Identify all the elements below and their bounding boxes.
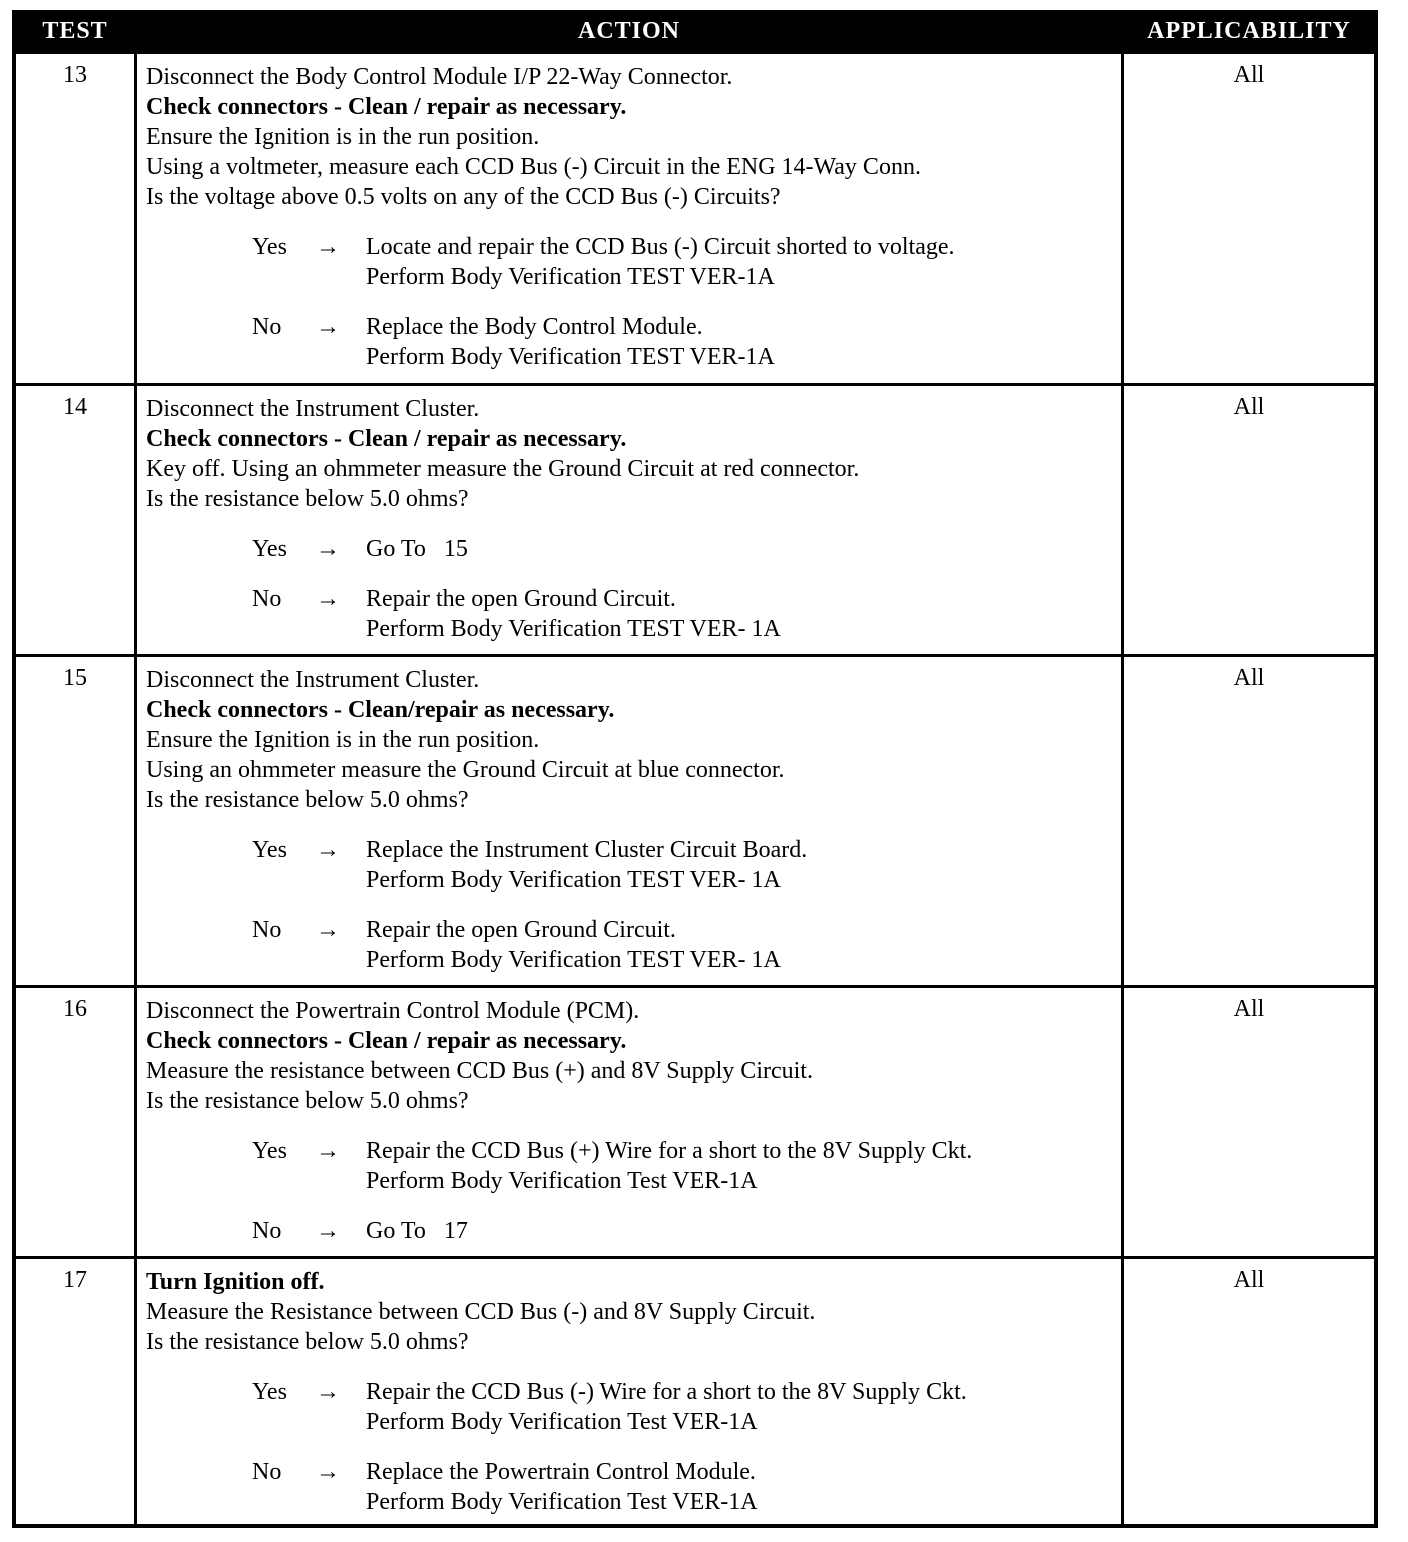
table-header (16, 14, 1374, 54)
action-line: Disconnect the Body Control Module I/P 22-Way Connector. (146, 64, 733, 90)
branch-text: Replace the Body Control Module. (366, 314, 703, 340)
no-label: No (252, 1218, 282, 1244)
branch-text: Perform Body Verification TEST VER- 1A (366, 867, 781, 893)
action-line: Disconnect the Powertrain Control Module (PCM). (146, 998, 640, 1024)
action-cell (146, 1267, 1116, 1517)
action-line: Check connectors - Clean / repair as necessary. (146, 426, 627, 452)
branch-text: Repair the open Ground Circuit. (366, 917, 676, 943)
yes-label: Yes (252, 536, 287, 562)
branch-text: Replace the Instrument Cluster Circuit Board. (366, 837, 808, 863)
right-arrow-icon: → (316, 586, 340, 612)
applicability-value: All (1233, 62, 1265, 88)
branch-text: Perform Body Verification TEST VER- 1A (366, 616, 781, 642)
right-arrow-icon: → (316, 314, 340, 340)
yes-label: Yes (252, 837, 287, 863)
action-line: Key off. Using an ohmmeter measure the Ground Circuit at red connector. (146, 456, 860, 482)
header-test: TEST (42, 18, 108, 44)
branch-text: Repair the open Ground Circuit. (366, 586, 676, 612)
action-line: Check connectors - Clean/repair as necessary. (146, 697, 615, 723)
no-branch (146, 1216, 1116, 1246)
applicability-value: All (1233, 996, 1265, 1022)
action-line: Check connectors - Clean / repair as necessary. (146, 94, 627, 120)
branch-text: Replace the Powertrain Control Module. (366, 1459, 756, 1485)
action-line: Measure the Resistance between CCD Bus (-) and 8V Supply Circuit. (146, 1299, 816, 1325)
branch-text: Perform Body Verification Test VER-1A (366, 1409, 758, 1435)
right-arrow-icon: → (316, 917, 340, 943)
table-row (16, 54, 1374, 386)
action-cell (146, 62, 1116, 372)
action-line: Ensure the Ignition is in the run position. (146, 124, 540, 150)
action-line: Measure the resistance between CCD Bus (+) and 8V Supply Circuit. (146, 1058, 813, 1084)
header-action: ACTION (577, 18, 680, 44)
applicability-value: All (1233, 665, 1265, 691)
no-label: No (252, 314, 282, 340)
right-arrow-icon: → (316, 234, 340, 260)
action-line: Disconnect the Instrument Cluster. (146, 396, 480, 422)
table-row (16, 383, 1374, 655)
yes-label: Yes (252, 234, 287, 260)
test-number: 15 (63, 665, 87, 691)
action-line: Is the voltage above 0.5 volts on any of the CCD Bus (-) Circuits? (146, 184, 781, 210)
yes-branch (146, 1136, 1116, 1196)
action-line: Turn Ignition off. (146, 1269, 325, 1295)
branch-text: Perform Body Verification Test VER-1A (366, 1168, 758, 1194)
table-row (16, 1256, 1374, 1524)
branch-text: Go To 17 (366, 1218, 468, 1244)
applicability-value: All (1233, 1267, 1265, 1293)
no-branch (146, 312, 1116, 372)
table-row (16, 985, 1374, 1257)
no-label: No (252, 1459, 282, 1485)
no-label: No (252, 586, 282, 612)
action-line: Is the resistance below 5.0 ohms? (146, 787, 469, 813)
yes-label: Yes (252, 1379, 287, 1405)
no-branch (146, 915, 1116, 975)
action-line: Using a voltmeter, measure each CCD Bus (-) Circuit in the ENG 14-Way Conn. (146, 154, 921, 180)
action-line: Is the resistance below 5.0 ohms? (146, 1088, 469, 1114)
test-number: 16 (63, 996, 87, 1022)
branch-text: Perform Body Verification TEST VER-1A (366, 344, 775, 370)
yes-branch (146, 1377, 1116, 1437)
branch-text: Perform Body Verification Test VER-1A (366, 1489, 758, 1515)
yes-branch (146, 232, 1116, 292)
yes-branch (146, 835, 1116, 895)
action-line: Is the resistance below 5.0 ohms? (146, 1329, 469, 1355)
branch-text: Perform Body Verification TEST VER- 1A (366, 947, 781, 973)
header-applicability: APPLICABILITY (1147, 18, 1351, 44)
test-number: 17 (63, 1267, 87, 1293)
action-cell (146, 665, 1116, 975)
yes-branch (146, 534, 1116, 564)
right-arrow-icon: → (316, 1379, 340, 1405)
test-number: 13 (63, 62, 87, 88)
right-arrow-icon: → (316, 536, 340, 562)
yes-label: Yes (252, 1138, 287, 1164)
action-cell (146, 394, 1116, 644)
action-line: Using an ohmmeter measure the Ground Circuit at blue connector. (146, 757, 785, 783)
table-row (16, 654, 1374, 986)
branch-text: Locate and repair the CCD Bus (-) Circuit shorted to voltage. (366, 234, 955, 260)
right-arrow-icon: → (316, 837, 340, 863)
test-number: 14 (63, 394, 87, 420)
action-line: Disconnect the Instrument Cluster. (146, 667, 480, 693)
action-line: Check connectors - Clean / repair as necessary. (146, 1028, 627, 1054)
branch-text: Go To 15 (366, 536, 468, 562)
diagnostic-table (12, 10, 1378, 1528)
branch-text: Repair the CCD Bus (+) Wire for a short to the 8V Supply Ckt. (366, 1138, 973, 1164)
action-cell (146, 996, 1116, 1246)
no-branch (146, 584, 1116, 644)
action-line: Ensure the Ignition is in the run position. (146, 727, 540, 753)
right-arrow-icon: → (316, 1138, 340, 1164)
branch-text: Repair the CCD Bus (-) Wire for a short to the 8V Supply Ckt. (366, 1379, 967, 1405)
right-arrow-icon: → (316, 1218, 340, 1244)
action-line: Is the resistance below 5.0 ohms? (146, 486, 469, 512)
right-arrow-icon: → (316, 1459, 340, 1485)
no-label: No (252, 917, 282, 943)
branch-text: Perform Body Verification TEST VER-1A (366, 264, 775, 290)
applicability-value: All (1233, 394, 1265, 420)
no-branch (146, 1457, 1116, 1517)
